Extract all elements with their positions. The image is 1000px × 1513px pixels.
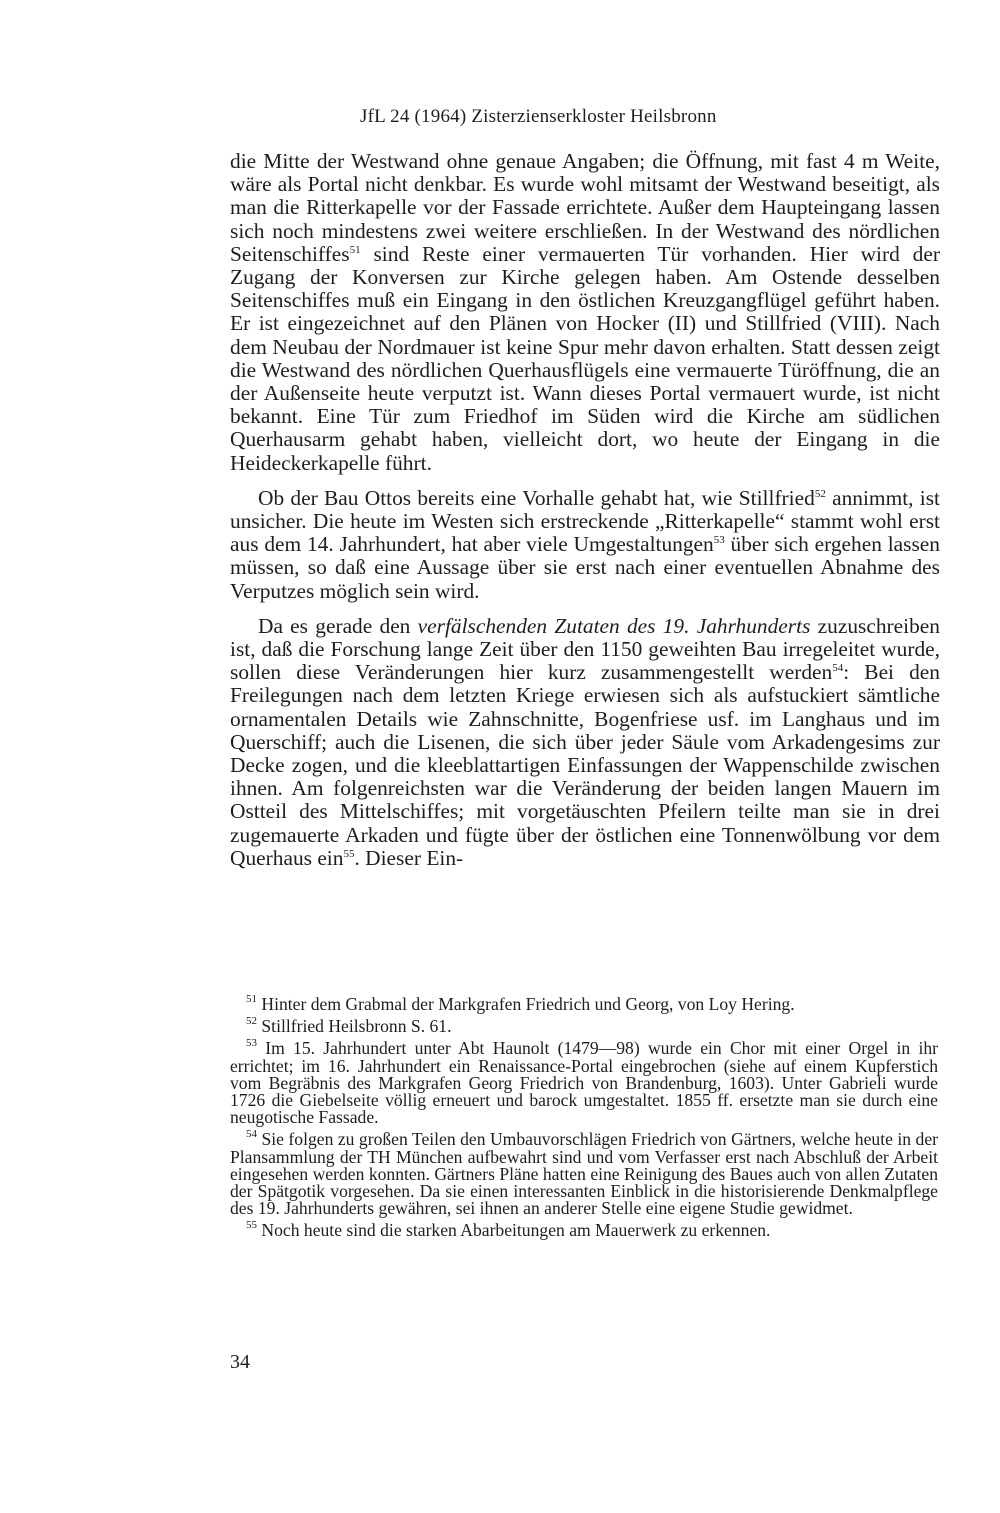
paragraph-3-text: Da es gerade den: [258, 613, 418, 638]
paragraph-2-text-cont: annimmt, ist unsicher. Die heute im Westen sich erstreckende „Ritterkapelle“ stammt wohl erst aus dem 14. Jahrhundert, hat aber viele Umgestaltungen: [230, 485, 940, 557]
footnote-number: 55: [246, 1219, 257, 1232]
footnote-55: [230, 1219, 938, 1241]
paragraph-3-text-end: . Dieser Ein-: [354, 845, 464, 870]
paragraph-2-text: Ob der Bau Ottos bereits eine Vorhalle gehabt hat, wie Stillfried: [258, 485, 815, 510]
footnote-ref-54[interactable]: 54: [832, 662, 844, 675]
footnote-text: Noch heute sind die starken Abarbeitungen am Mauerwerk zu erkennen.: [257, 1220, 771, 1241]
paragraph-3-text-mid: : Bei den Freilegungen nach dem letzten Kriege erwiesen sich als aufstuckiert sämtliche ornamentalen Details wie Zahnschnitte, Bogenfriese usf. im Langhaus und im Querschiff; auch die Lisenen, die sich über jeder Säule vom Arkadengesims zur Decke zogen, und die kleeblattartigen Einfassungen der Wappenschilde zwischen ihnen. Am folgenreichsten war die Veränderung der beiden langen Mauern im Ostteil des Mittelschiffes; mit vorgetäuschten Pfeilern teilte man sie in drei zugemauerte Arkaden und fügte über der östlichen eine Tonnenwölbung vor dem Querhaus ein: [230, 660, 940, 870]
footnote-53: [230, 1037, 938, 1128]
footnote-text: Hinter dem Grabmal der Markgrafen Friedrich und Georg, von Loy Hering.: [257, 994, 795, 1014]
footnote-text: Im 15. Jahrhundert unter Abt Haunolt (1479—98) wurde ein Chor mit einer Orgel in ihr errichtet; im 16. Jahrhundert ein Renaissance-Portal eingebrochen (siehe auf einem Kupferstich vom Begräbnis des Markgrafen Georg Friedrich von Brandenburg, 1603). Unter Gabrieli wurde 1726 die Giebelseite völlig erneuert und barock umgestaltet. 1855 ff. ersetzte man sie durch eine neugotische Fassade.: [230, 1038, 938, 1128]
paragraph-2: [230, 487, 940, 603]
paragraph-2-text-end: über sich ergehen lassen müssen, so daß eine Aussage über sie erst nach einer eventuellen Abnahme des Verputzes möglich sein wird.: [230, 532, 940, 603]
footnote-ref-51[interactable]: 51: [349, 243, 361, 256]
running-head: JfL 24 (1964) Zisterzienserkloster Heilsbronn: [360, 106, 717, 127]
footnote-ref-55[interactable]: 55: [343, 847, 355, 860]
footnote-54: [230, 1128, 938, 1219]
main-text: [230, 150, 940, 882]
footnote-ref-52[interactable]: 52: [814, 487, 826, 500]
footnote-number: 51: [246, 993, 257, 1005]
paragraph-1-text-cont: sind Reste einer vermauerten Tür vorhanden. Hier wird der Zugang der Konversen zur Kirche gelegen haben. Am Ostende desselben Seitenschiffes muß ein Eingang in den östlichen Kreuzgangflügel geführt haben. Er ist eingezeichnet auf den Plänen von Hocker (II) und Stillfried (VIII). Nach dem Neubau der Nordmauer ist keine Spur mehr davon erhalten. Statt dessen zeigt die Westwand des nördlichen Querhausflügels eine vermauerte Türöffnung, die an der Außenseite heute verputzt ist. Wann dieses Portal vermauert wurde, ist nicht bekannt. Eine Tür zum Friedhof im Süden wird die Kirche am südlichen Querhausarm gehabt haben, vielleicht dort, wo heute der Eingang in die Heideckerkapelle führt.: [230, 241, 940, 475]
footnote-51: [230, 993, 938, 1014]
paragraph-1-text: die Mitte der Westwand ohne genaue Angaben; die Öffnung, mit fast 4 m Weite, wäre als Portal nicht denkbar. Es wurde wohl mitsamt der Westwand beseitigt, als man die Ritterkapelle vor der Fassade errichtete. Außer dem Haupteingang lassen sich noch mindestens zwei weitere erschließen. In der Westwand des nördlichen Seitenschiffes: [230, 149, 940, 266]
footnote-52: [230, 1015, 938, 1037]
paragraph-3-emphasis: verfälschenden Zutaten des 19. Jahrhunderts: [417, 613, 811, 638]
footnote-text: Stillfried Heilsbronn S. 61.: [257, 1016, 452, 1037]
footnote-number: 54: [246, 1128, 257, 1141]
footnote-ref-53[interactable]: 53: [713, 534, 725, 547]
page-number: 34: [230, 1351, 250, 1373]
footnote-number: 52: [246, 1015, 257, 1028]
footnote-number: 53: [246, 1037, 257, 1050]
footnote-text: Sie folgen zu großen Teilen den Umbauvorschlägen Friedrich von Gärtners, welche heute in der Plansammlung der TH München aufbewahrt sind und vom Verfasser erst nach Abschluß der Arbeit eingesehen werden konnten. Gärtners Pläne hatten eine Reinigung des Baues auch von allen Zutaten der Spätgotik vorgesehen. Da sie einen interessanten Einblick in die historisierende Denkmalpflege des 19. Jahrhunderts gewähren, sei ihnen an anderer Stelle eine eigene Studie gewidmet.: [230, 1129, 938, 1219]
paragraph-3-text-cont: zuzuschreiben ist, daß die Forschung lange Zeit über den 1150 geweihten Bau irregeleitet wurde, sollen diese Veränderungen hier kurz zusammengestellt werden: [230, 613, 940, 685]
footnotes: [230, 993, 938, 1245]
paragraph-1: [230, 150, 940, 475]
paragraph-3: [230, 615, 940, 870]
